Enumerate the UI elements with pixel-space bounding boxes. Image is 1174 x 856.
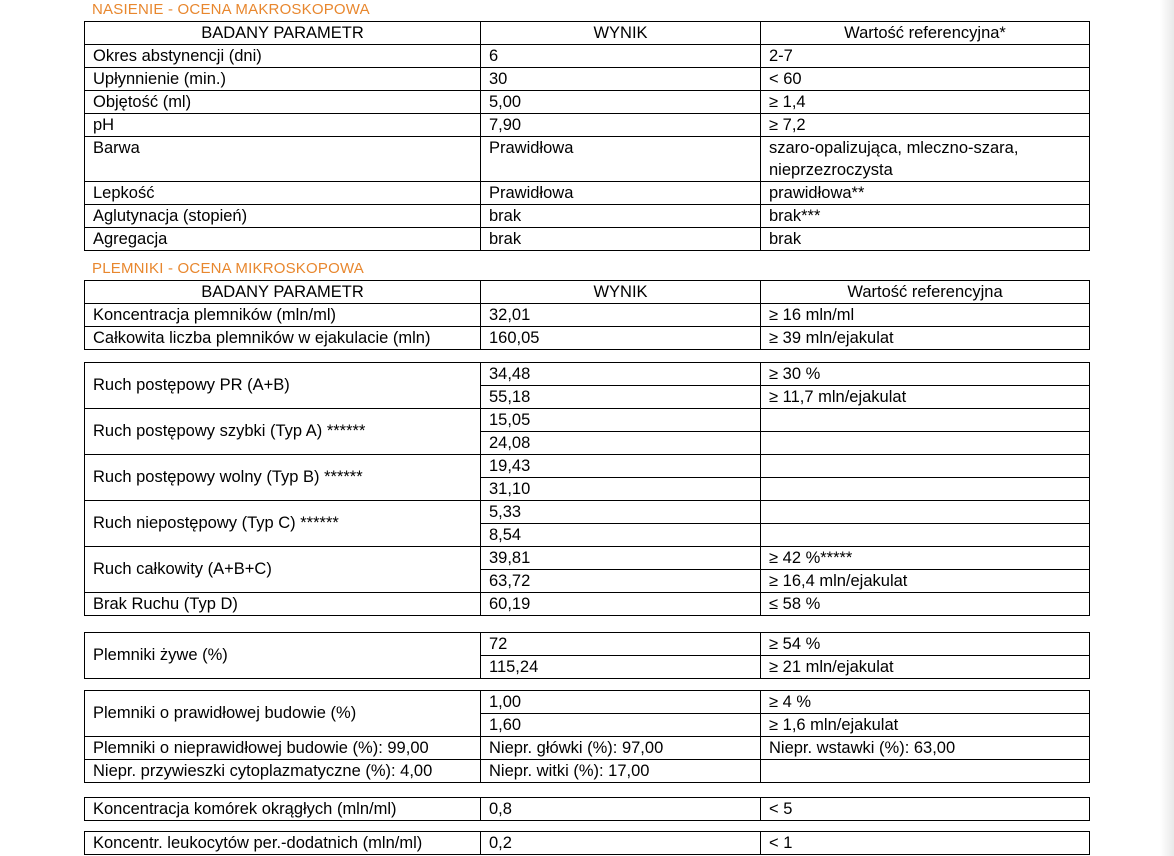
reference-cell	[761, 455, 1090, 478]
section-title-microscopic: PLEMNIKI - OCENA MIKROSKOPOWA	[92, 260, 364, 277]
parameter-cell: Plemniki o prawidłowej budowie (%)	[85, 691, 481, 737]
parameter-cell: Całkowita liczba plemników w ejakulacie (mln)	[85, 327, 481, 350]
result-cell: 55,18	[481, 386, 761, 409]
table-row	[85, 760, 1090, 783]
result-cell: Prawidłowa	[481, 182, 761, 205]
header-result: WYNIK	[481, 281, 761, 304]
result-cell: 19,43	[481, 455, 761, 478]
result-cell: Niepr. główki (%): 97,00	[481, 737, 761, 760]
reference-cell: Niepr. wstawki (%): 63,00	[761, 737, 1090, 760]
parameter-cell: Koncentracja plemników (mln/ml)	[85, 304, 481, 327]
morphology-table	[84, 690, 1090, 783]
table-row	[85, 137, 1090, 182]
reference-cell: ≥ 1,6 mln/ejakulat	[761, 714, 1090, 737]
result-cell: 5,00	[481, 91, 761, 114]
table-row	[85, 798, 1090, 821]
reference-cell: ≥ 54 %	[761, 633, 1090, 656]
header-parameter: BADANY PARAMETR	[85, 22, 481, 45]
table-row	[85, 633, 1090, 656]
parameter-cell: Koncentracja komórek okrągłych (mln/ml)	[85, 798, 481, 821]
result-cell: Niepr. witki (%): 17,00	[481, 760, 761, 783]
page-edge-shadow	[1160, 0, 1174, 856]
table-row	[85, 593, 1090, 616]
reference-cell: ≥ 11,7 mln/ejakulat	[761, 386, 1090, 409]
parameter-cell: Koncentr. leukocytów per.-dodatnich (mln/ml)	[85, 832, 481, 855]
result-cell: 34,48	[481, 363, 761, 386]
reference-cell	[761, 432, 1090, 455]
reference-cell: brak	[761, 228, 1090, 251]
parameter-cell: Agregacja	[85, 228, 481, 251]
reference-cell: ≥ 30 %	[761, 363, 1090, 386]
result-cell: 6	[481, 45, 761, 68]
macroscopic-table	[84, 21, 1090, 251]
result-cell: 24,08	[481, 432, 761, 455]
result-cell: brak	[481, 228, 761, 251]
parameter-cell: Ruch postępowy wolny (Typ B) ******	[85, 455, 481, 501]
result-cell: 31,10	[481, 478, 761, 501]
reference-cell	[761, 478, 1090, 501]
parameter-cell: Brak Ruchu (Typ D)	[85, 593, 481, 616]
result-cell: 39,81	[481, 547, 761, 570]
table-row	[85, 737, 1090, 760]
result-cell: 115,24	[481, 656, 761, 679]
parameter-cell: Ruch postępowy PR (A+B)	[85, 363, 481, 409]
table-row	[85, 455, 1090, 478]
table-row	[85, 691, 1090, 714]
header-reference: Wartość referencyjna*	[761, 22, 1090, 45]
table-header-row	[85, 22, 1090, 45]
reference-cell	[761, 524, 1090, 547]
round-cells-table	[84, 797, 1090, 821]
reference-cell: ≤ 58 %	[761, 593, 1090, 616]
table-row	[85, 832, 1090, 855]
report-page	[84, 0, 1089, 856]
parameter-cell: Plemniki żywe (%)	[85, 633, 481, 679]
parameter-cell: Ruch niepostępowy (Typ C) ******	[85, 501, 481, 547]
reference-cell: ≥ 16,4 mln/ejakulat	[761, 570, 1090, 593]
table-row	[85, 363, 1090, 386]
header-result: WYNIK	[481, 22, 761, 45]
vitality-table	[84, 632, 1090, 679]
reference-cell: ≥ 42 %*****	[761, 547, 1090, 570]
reference-cell	[761, 760, 1090, 783]
reference-cell: ≥ 21 mln/ejakulat	[761, 656, 1090, 679]
section-title-macroscopic: NASIENIE - OCENA MAKROSKOPOWA	[92, 1, 370, 18]
reference-cell: ≥ 1,4	[761, 91, 1090, 114]
reference-cell: ≥ 4 %	[761, 691, 1090, 714]
reference-cell: szaro-opalizująca, mleczno-szara, nieprzezroczysta	[761, 137, 1090, 182]
microscopic-table	[84, 280, 1090, 350]
table-row	[85, 114, 1090, 137]
result-cell: 7,90	[481, 114, 761, 137]
reference-cell: < 5	[761, 798, 1090, 821]
table-row	[85, 327, 1090, 350]
parameter-cell: Lepkość	[85, 182, 481, 205]
result-cell: 15,05	[481, 409, 761, 432]
table-row	[85, 547, 1090, 570]
reference-cell	[761, 501, 1090, 524]
table-row	[85, 501, 1090, 524]
parameter-cell: Ruch postępowy szybki (Typ A) ******	[85, 409, 481, 455]
result-cell: 5,33	[481, 501, 761, 524]
table-row	[85, 409, 1090, 432]
parameter-cell: Okres abstynencji (dni)	[85, 45, 481, 68]
result-cell: 72	[481, 633, 761, 656]
result-cell: 0,2	[481, 832, 761, 855]
parameter-cell: Plemniki o nieprawidłowej budowie (%): 99,00	[85, 737, 481, 760]
table-header-row	[85, 281, 1090, 304]
table-row	[85, 45, 1090, 68]
result-cell: 32,01	[481, 304, 761, 327]
result-cell: 63,72	[481, 570, 761, 593]
reference-cell: ≥ 16 mln/ml	[761, 304, 1090, 327]
table-row	[85, 205, 1090, 228]
reference-cell: 2-7	[761, 45, 1090, 68]
result-cell: 1,60	[481, 714, 761, 737]
reference-cell	[761, 409, 1090, 432]
reference-cell: prawidłowa**	[761, 182, 1090, 205]
header-reference: Wartość referencyjna	[761, 281, 1090, 304]
result-cell: 0,8	[481, 798, 761, 821]
parameter-cell: Aglutynacja (stopień)	[85, 205, 481, 228]
reference-cell: < 60	[761, 68, 1090, 91]
reference-cell: brak***	[761, 205, 1090, 228]
parameter-cell: Niepr. przywieszki cytoplazmatyczne (%): 4,00	[85, 760, 481, 783]
result-cell: brak	[481, 205, 761, 228]
parameter-cell: Upłynnienie (min.)	[85, 68, 481, 91]
table-row	[85, 228, 1090, 251]
parameter-cell: Barwa	[85, 137, 481, 182]
result-cell: 1,00	[481, 691, 761, 714]
result-cell: 8,54	[481, 524, 761, 547]
parameter-cell: Ruch całkowity (A+B+C)	[85, 547, 481, 593]
table-row	[85, 91, 1090, 114]
parameter-cell: Objętość (ml)	[85, 91, 481, 114]
reference-cell: < 1	[761, 832, 1090, 855]
motility-table	[84, 362, 1090, 616]
reference-cell: ≥ 7,2	[761, 114, 1090, 137]
table-row	[85, 68, 1090, 91]
result-cell: Prawidłowa	[481, 137, 761, 182]
header-parameter: BADANY PARAMETR	[85, 281, 481, 304]
result-cell: 160,05	[481, 327, 761, 350]
table-row	[85, 182, 1090, 205]
parameter-cell: pH	[85, 114, 481, 137]
reference-cell: ≥ 39 mln/ejakulat	[761, 327, 1090, 350]
result-cell: 30	[481, 68, 761, 91]
leukocytes-table	[84, 831, 1090, 855]
table-row	[85, 304, 1090, 327]
result-cell: 60,19	[481, 593, 761, 616]
